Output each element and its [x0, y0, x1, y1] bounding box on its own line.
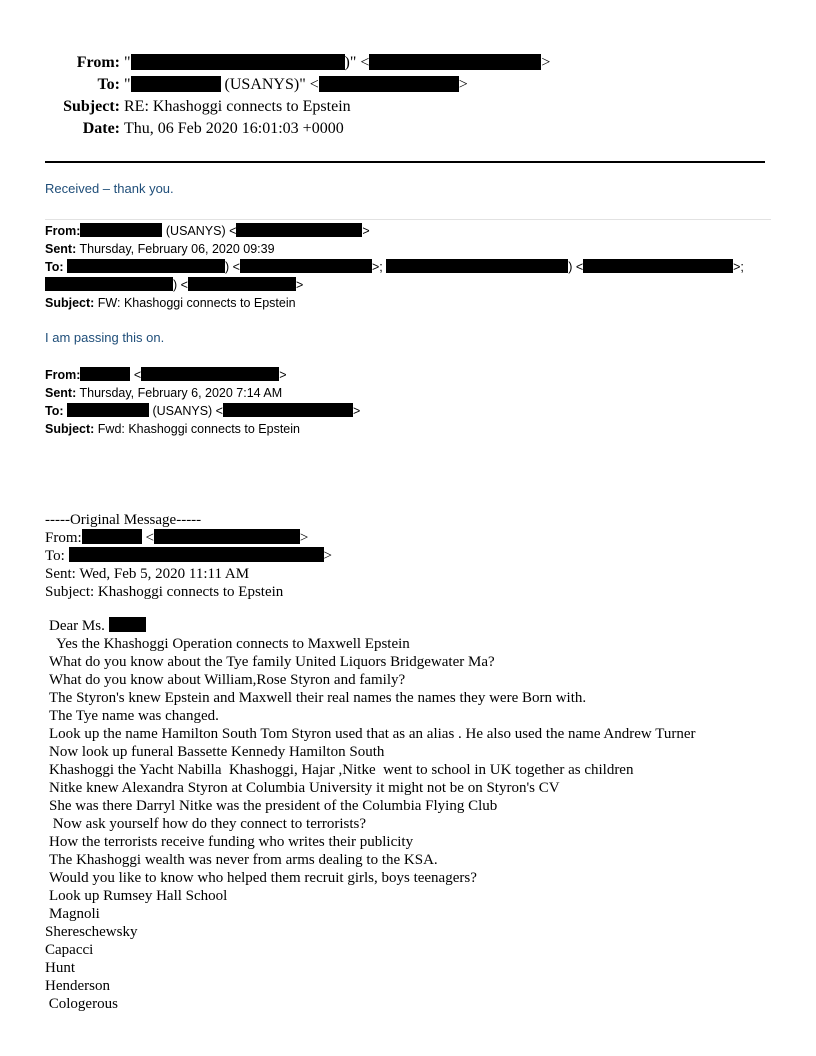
original-from-end: >	[299, 530, 309, 546]
body-line: Magnoli	[49, 906, 100, 922]
body-line: Would you like to know who helped them recruit girls, boys teenagers?	[49, 870, 477, 886]
redaction-block	[67, 259, 225, 273]
fwd1-to-p2: >;	[371, 260, 387, 274]
fwd2-subject-row	[45, 420, 300, 438]
fwd1-from-end: >	[362, 224, 370, 238]
fwd2-from-row	[45, 366, 287, 384]
redaction-block	[236, 223, 362, 237]
body-name: Hunt	[45, 960, 75, 976]
fwd2-sent-row	[45, 384, 282, 402]
reply-text: Received – thank you.	[45, 181, 174, 196]
header-date-label: Date:	[82, 120, 120, 137]
fwd2-sent: Thursday, February 6, 2020 7:14 AM	[76, 386, 283, 400]
passing-text: I am passing this on.	[45, 330, 165, 345]
fwd1-to2-p1: ) <	[173, 278, 188, 292]
body-line: Nitke knew Alexandra Styron at Columbia University it might not be on Styron's CV	[49, 780, 560, 796]
header-divider	[45, 161, 765, 163]
header-from-row	[0, 53, 550, 73]
body-line: Now ask yourself how do they connect to terrorists?	[49, 816, 367, 832]
header-from-sep: )" <	[344, 54, 370, 71]
body-line: Now look up funeral Bassette Kennedy Hamilton South	[49, 744, 385, 760]
redaction-block	[69, 547, 324, 562]
original-subject: Subject: Khashoggi connects to Epstein	[45, 584, 284, 600]
body-line: Khashoggi the Yacht Nabilla Khashoggi, Hajar ,Nitke went to school in UK together as children	[49, 762, 634, 778]
redaction-block	[141, 367, 279, 381]
body-name: Capacci	[45, 942, 94, 958]
header-date-row	[0, 119, 344, 139]
original-to-label: To:	[45, 548, 69, 564]
redaction-block	[319, 76, 459, 92]
original-from-label: From:	[45, 530, 82, 546]
redaction-block	[386, 259, 568, 273]
fwd1-subject-row	[45, 294, 296, 312]
fwd1-subject-label: Subject:	[45, 296, 95, 310]
fwd1-sent-label: Sent:	[45, 242, 77, 256]
header-subject-row	[0, 97, 351, 117]
redaction-block	[80, 223, 162, 237]
original-divider: -----Original Message-----	[45, 512, 202, 528]
fwd2-from-end: >	[279, 368, 287, 382]
fwd1-sent: Thursday, February 06, 2020 09:39	[76, 242, 275, 256]
redaction-block	[154, 529, 300, 544]
redaction-block	[583, 259, 733, 273]
reply-divider	[45, 219, 771, 220]
original-from-mid: <	[141, 530, 154, 546]
header-from-open-quote: "	[124, 54, 131, 71]
original-sent: Sent: Wed, Feb 5, 2020 11:11 AM	[45, 566, 250, 582]
fwd1-to-p1: ) <	[225, 260, 240, 274]
fwd1-to-row-2	[45, 276, 303, 294]
fwd2-from-mid: <	[130, 368, 142, 382]
header-to-row	[0, 75, 468, 95]
redaction-block	[109, 617, 146, 632]
fwd1-to-row	[45, 258, 744, 276]
body-salutation: Dear Ms.	[49, 618, 109, 634]
body-line: She was there Darryl Nitke was the president of the Columbia Flying Club	[49, 798, 498, 814]
fwd2-subject-label: Subject:	[45, 422, 95, 436]
body-salutation-row	[49, 617, 146, 635]
body-line: How the terrorists receive funding who writes their publicity	[49, 834, 414, 850]
fwd2-sent-label: Sent:	[45, 386, 77, 400]
fwd1-from-row	[45, 222, 370, 240]
redaction-block	[131, 54, 345, 70]
redaction-block	[45, 277, 173, 291]
body-line: The Khashoggi wealth was never from arms dealing to the KSA.	[49, 852, 438, 868]
redaction-block	[369, 54, 541, 70]
fwd1-from-mid: (USANYS) <	[162, 224, 237, 238]
fwd2-to-end: >	[352, 404, 361, 418]
original-to-row	[45, 547, 332, 565]
body-line: Look up the name Hamilton South Tom Styron used that as an alias . He also used the name Andrew Turner	[49, 726, 696, 742]
fwd2-from-label: From:	[45, 368, 81, 382]
fwd2-to-row	[45, 402, 360, 420]
header-to-label: To:	[97, 76, 120, 93]
fwd2-subject: Fwd: Khashoggi connects to Epstein	[94, 422, 300, 436]
body-name: Shereschewsky	[45, 924, 138, 940]
body-line: What do you know about William,Rose Styron and family?	[49, 672, 406, 688]
header-from-close: >	[541, 54, 551, 71]
redaction-block	[131, 76, 221, 92]
body-line: The Styron's knew Epstein and Maxwell their real names the names they were Born with.	[49, 690, 587, 706]
header-from-label: From:	[76, 54, 120, 71]
body-name: Henderson	[45, 978, 110, 994]
header-to-open-quote: "	[124, 76, 131, 93]
header-to-sep: (USANYS)" <	[220, 76, 319, 93]
header-subject-label: Subject:	[63, 98, 120, 115]
body-line: What do you know about the Tye family United Liquors Bridgewater Ma?	[49, 654, 495, 670]
body-line: Look up Rumsey Hall School	[49, 888, 228, 904]
redaction-block	[188, 277, 296, 291]
header-date: Thu, 06 Feb 2020 16:01:03 +0000	[124, 120, 344, 137]
original-to-end: >	[323, 548, 333, 564]
original-from-row	[45, 529, 308, 547]
redaction-block	[80, 367, 130, 381]
redaction-block	[223, 403, 353, 417]
fwd1-subject: FW: Khashoggi connects to Epstein	[94, 296, 296, 310]
fwd1-to2-p2: >	[295, 278, 304, 292]
fwd1-from-label: From:	[45, 224, 81, 238]
body-name: Cologerous	[45, 996, 118, 1012]
redaction-block	[240, 259, 372, 273]
body-line: Yes the Khashoggi Operation connects to Maxwell Epstein	[49, 636, 410, 652]
redaction-block	[67, 403, 149, 417]
body-line: The Tye name was changed.	[49, 708, 219, 724]
fwd1-to-p4: >;	[733, 260, 744, 274]
fwd1-to-label: To:	[45, 260, 64, 274]
fwd1-to-p3: ) <	[568, 260, 584, 274]
redaction-block	[82, 529, 142, 544]
header-subject: RE: Khashoggi connects to Epstein	[124, 98, 351, 115]
header-to-close: >	[458, 76, 468, 93]
fwd2-to-label: To:	[45, 404, 64, 418]
fwd2-to-mid: (USANYS) <	[149, 404, 223, 418]
fwd1-sent-row	[45, 240, 275, 258]
